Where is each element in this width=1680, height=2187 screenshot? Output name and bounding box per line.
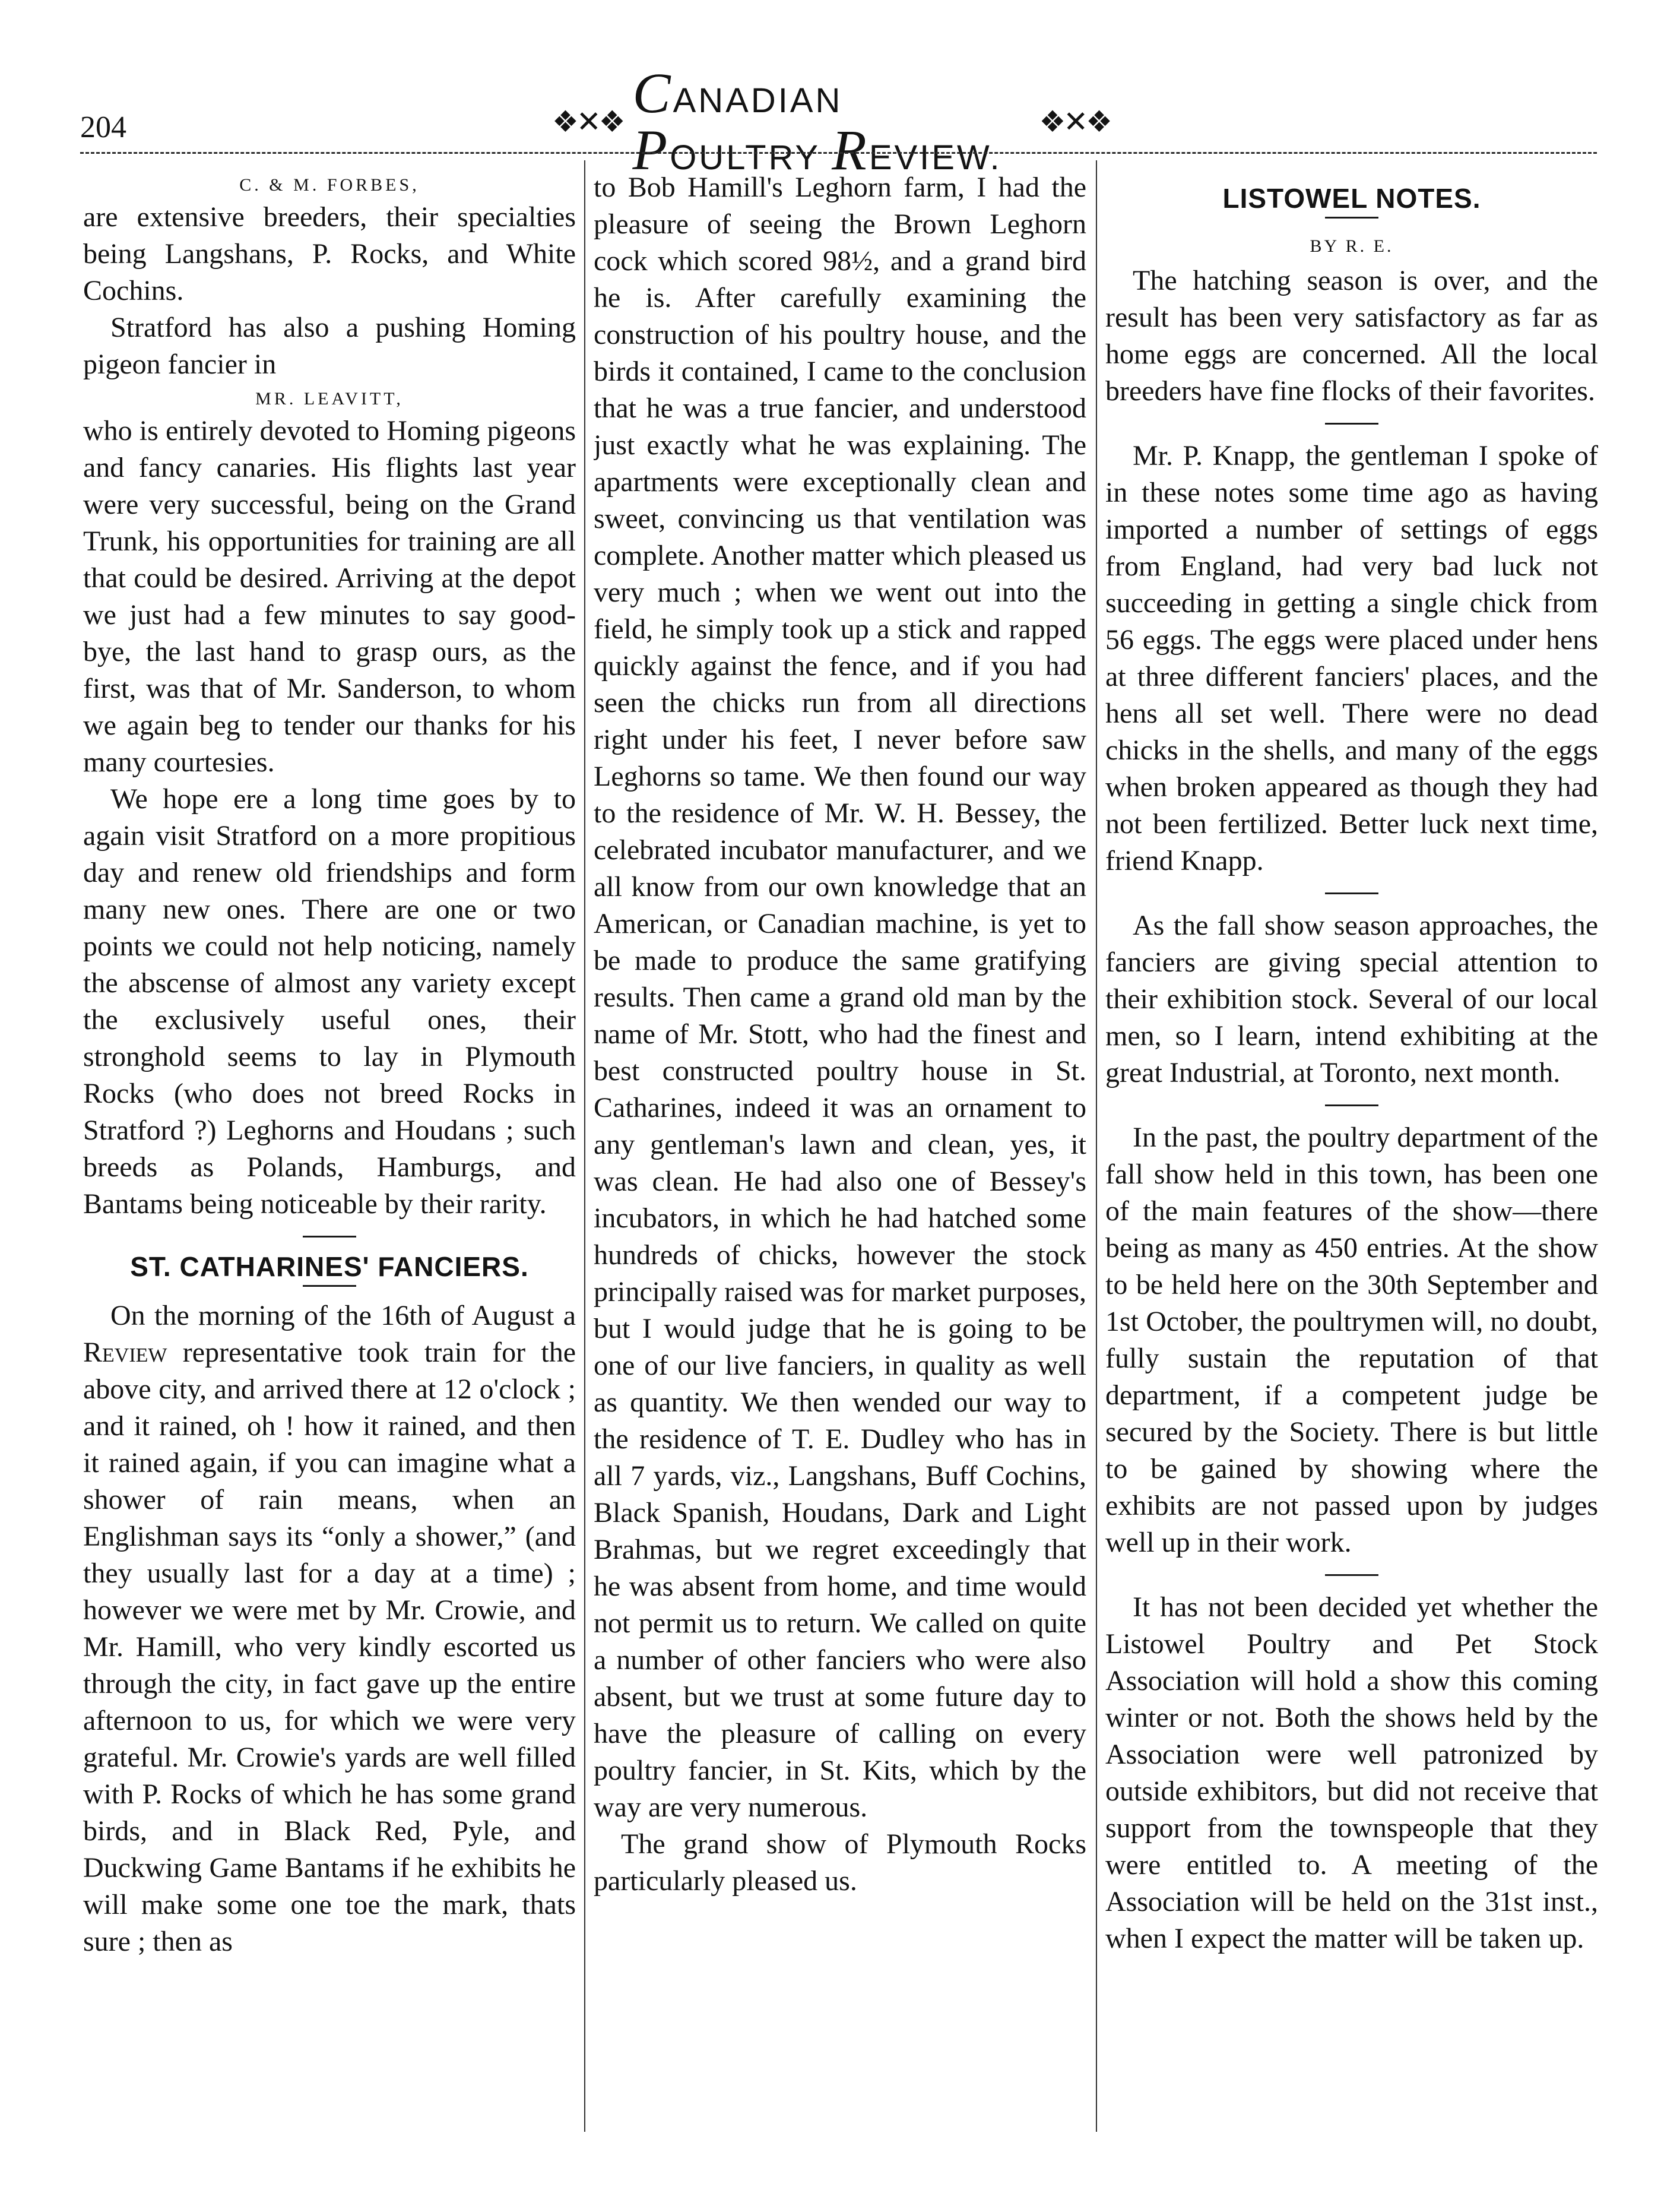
byline: BY R. E. [1310, 236, 1394, 256]
paragraph: As the fall show season approaches, the fanciers are giving special attention to their exhibition stock. Several of our local men, so I learn, intend exhibiting at the great Industrial, at Toronto, next month. [1105, 910, 1598, 1088]
column-divider [1096, 160, 1097, 2132]
section-dash [1325, 1574, 1378, 1576]
article-column-3 [1105, 169, 1598, 2135]
paragraph: to Bob Hamill's Leghorn farm, I had the pleasure of seeing the Brown Leghorn cock which scored 98½, and a grand bird he is. After carefully examining the construction of his poultry house, and the birds it contained, I came to the conclusion that he was a true fancier, and understood just exactly what he was explaining. The apartments were exceptionally clean and sweet, convincing us that ventilation was complete. Another matter which pleased us very much ; when we went out into the field, he simply took up a stick and rapped quickly against the fence, and if you had seen the chicks run from all directions right under his feet, I never before saw Leghorns so tame. We then found our way to the residence of Mr. W. H. Bessey, the celebrated incubator manufacturer, and we all know from our own knowledge that an American, or Canadian machine, is yet to be made to produce the same gratifying results. Then came a grand old man by the name of Mr. Stott, who had the finest and best constructed poultry house in St. Catharines, indeed it was an ornament to any gentleman's lawn and clean, yes, it was clean. He had also one of Bessey's incubators, in which he had hatched some hundreds of chicks, however the stock principally raised was for market purposes, but I would judge that he is going to be one of our live fanciers, in quality as well as quantity. We then wended our way to the residence of T. E. Dudley who has in all 7 yards, viz., Langshans, Buff Cochins, Black Spanish, Houdans, Dark and Light Brahmas, but we regret exceedingly that he was absent from home, and time would not permit us to return. We called on quite a number of other fanciers who were also absent, but we trust at some future day to have the pleasure of calling on every poultry fancier, in St. Kits, which by the way are very numerous. [594, 172, 1086, 1823]
article-column-2 [594, 169, 1086, 2135]
paragraph: On the morning of the 16th of August a Review representative took train for the above city, and arrived there at 12 o'clock ; and it rained, oh ! how it rained, and then it rained again, if you can imagine what a shower of rain means, when an Englishman says its “only a shower,” (and they usually last for a day at a time) ; however we were met by Mr. Crowie, and Mr. Hamill, who very kindly escorted us through the city, in fact gave up the entire afternoon to us, for which we were very grateful. Mr. Crowie's yards are well filled with P. Rocks of which he has some grand birds, and in Black Red, Pyle, and Duckwing Game Bantams if he exhibits he will make some one toe the mark, thats sure ; then as [83, 1300, 576, 1957]
section-heading: ST. CATHARINES' FANCIERS. [130, 1251, 529, 1282]
header-rule [80, 152, 1597, 154]
section-dash [303, 1236, 356, 1237]
paragraph: It has not been decided yet whether the Listowel Poultry and Pet Stock Association will hold a show this coming winter or not. Both the shows held by the Association were well patronized by outside exhibitors, but did not receive that support from the townspeople that they were entitled to. A meeting of the Association will be held on the 31st inst., when I expect the matter will be taken up. [1105, 1591, 1598, 1954]
publication-name: Review [83, 1337, 167, 1368]
heading-dash [1325, 217, 1378, 219]
section-heading: LISTOWEL NOTES. [1222, 183, 1481, 214]
breeder-name: C. & M. FORBES, [239, 175, 420, 195]
publication-title: CANADIAN POULTRY REVIEW. [632, 61, 1002, 182]
column-divider [584, 160, 585, 2132]
right-ornament-icon: ❖✕❖ [1039, 105, 1110, 138]
paragraph: In the past, the poultry department of the fall show held in this town, has been one of the main features of the show—there being as many as 450 entries. At the show to be held here on the 30th September and 1st October, the poultrymen will, no doubt, fully sustain the reputation of that department, if a competent judge be secured by the Society. There is but little to be gained by showing where the exhibits are not passed upon by judges well up in their work. [1105, 1122, 1598, 1558]
masthead [552, 61, 1110, 182]
section-dash [1325, 1104, 1378, 1106]
left-ornament-icon: ❖✕❖ [552, 105, 623, 138]
paragraph: who is entirely devoted to Homing pigeons and fancy canaries. His flights last year were very successful, being on the Grand Trunk, his opportunities for training are all that could be desired. Arriving at the depot we just had a few minutes to say good-bye, the last hand to grasp ours, as the first, was that of Mr. Sanderson, to whom we again beg to tender our thanks for his many courtesies. [83, 415, 576, 778]
page-number: 204 [80, 110, 126, 144]
paragraph: We hope ere a long time goes by to again visit Stratford on a more propitious day and renew old friendships and form many new ones. There are one or two points we could not help noticing, namely the abscense of almost any variety except the exclusively useful ones, their stronghold seems to lay in Plymouth Rocks (who does not breed Rocks in Stratford ?) Leghorns and Houdans ; such breeds as Polands, Hamburgs, and Bantams being noticeable by their rarity. [83, 783, 576, 1220]
article-column-1 [83, 169, 576, 2135]
heading-dash [303, 1285, 356, 1287]
paragraph: The grand show of Plymouth Rocks particularly pleased us. [594, 1828, 1086, 1897]
breeder-name: MR. LEAVITT, [255, 389, 404, 409]
paragraph: Mr. P. Knapp, the gentleman I spoke of in these notes some time ago as having imported a number of settings of eggs from England, had very bad luck not succeeding in getting a single chick from 56 eggs. The eggs were placed under hens at three different fanciers' places, and the hens all set well. There were no dead chicks in the shells, and many of the eggs when broken appeared as though they had not been fertilized. Better luck next time, friend Knapp. [1105, 440, 1598, 876]
paragraph: Stratford has also a pushing Homing pigeon fancier in [83, 312, 576, 380]
paragraph: The hatching season is over, and the result has been very satisfactory as far as home eggs are concerned. All the local breeders have fine flocks of their favorites. [1105, 265, 1598, 407]
paragraph: are extensive breeders, their specialties being Langshans, P. Rocks, and White Cochins. [83, 201, 576, 306]
section-dash [1325, 423, 1378, 425]
section-dash [1325, 892, 1378, 894]
